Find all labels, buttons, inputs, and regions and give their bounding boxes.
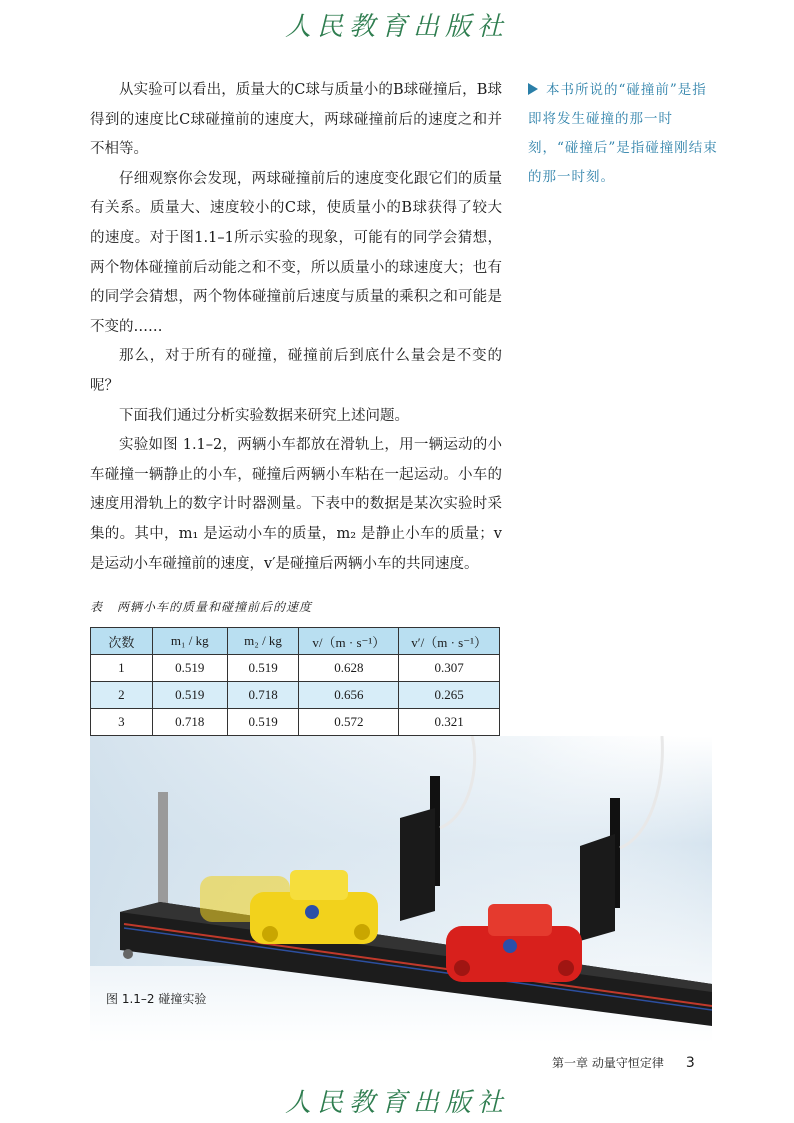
table-cell: 3: [91, 709, 153, 736]
paragraph-2: 仔细观察你会发现，两球碰撞前后的速度变化跟它们的质量有关系。质量大、速度较小的C球，使质量小的B球获得了较大的速度。对于图1.1–1所示实验的现象，可能有的同学会猜想，两个物体碰撞前后动能之和不变，所以质量小的球速度大；也有的同学会猜想，两个物体碰撞前后速度与质量的乘积之和可能是不变的……: [90, 170, 502, 335]
table-cell: 0.656: [299, 682, 399, 709]
margin-note: [528, 76, 718, 192]
table-cell: 0.519: [227, 709, 299, 736]
table-caption: [90, 598, 312, 615]
chapter-title: 第一章 动量守恒定律: [552, 1056, 664, 1070]
data-table: [90, 627, 500, 736]
table-row: [91, 655, 500, 682]
table-caption-text: 两辆小车的质量和碰撞前后的速度: [117, 600, 313, 614]
publisher-logo-bottom: 人民教育出版社: [284, 1088, 509, 1118]
header-m2: m₂ / kg: [227, 628, 299, 655]
table-cell: 0.307: [399, 655, 500, 682]
margin-note-text: 本书所说的“碰撞前”是指即将发生碰撞的那一时刻，“碰撞后”是指碰撞刚结束的那一时刻。: [528, 82, 718, 185]
table-row: [91, 682, 500, 709]
figure-caption: 图 1.1–2 碰撞实验: [106, 992, 207, 1006]
table-cell: 1: [91, 655, 153, 682]
triangle-marker-icon: [528, 83, 538, 95]
table-cell: 2: [91, 682, 153, 709]
table-cell: 0.628: [299, 655, 399, 682]
table-cell: 0.718: [227, 682, 299, 709]
photogate-left: [400, 808, 435, 921]
page-footer: [552, 1054, 695, 1071]
table-cell: 0.519: [152, 682, 227, 709]
table-caption-label: 表: [90, 600, 104, 614]
table-header-row: [91, 628, 500, 655]
photogate-right: [580, 834, 615, 941]
page-number: 3: [685, 1055, 695, 1071]
track-wheel: [123, 949, 133, 959]
header-v: v/（m · s⁻¹）: [299, 628, 399, 655]
main-text: [90, 76, 502, 579]
table-cell: 0.519: [152, 655, 227, 682]
paragraph-5: 实验如图 1.1–2，两辆小车都放在滑轨上，用一辆运动的小车碰撞一辆静止的小车，碰撞后两辆小车粘在一起运动。小车的速度用滑轨上的数字计时器测量。下表中的数据是某次实验时采集的。其中，m₁ 是运动小车的质量，m₂ 是静止小车的质量；v 是运动小车碰撞前的速度，v′是碰撞后两辆小车的共同速度。: [90, 437, 502, 572]
table-cell: 0.265: [399, 682, 500, 709]
table-row: [91, 709, 500, 736]
paragraph-4: 下面我们通过分析实验数据来研究上述问题。: [119, 407, 409, 424]
table-cell: 0.718: [152, 709, 227, 736]
header-v-prime: v′/（m · s⁻¹）: [399, 628, 500, 655]
paragraph-3: 那么，对于所有的碰撞，碰撞前后到底什么量会是不变的呢？: [90, 348, 502, 394]
publisher-logo-top: 人民教育出版社: [284, 12, 509, 42]
table-cell: 0.572: [299, 709, 399, 736]
table-cell: 0.519: [227, 655, 299, 682]
paragraph-1: 从实验可以看出，质量大的C球与质量小的B球碰撞后，B球得到的速度比C球碰撞前的速度大，两球碰撞前后的速度之和并不相等。: [90, 82, 502, 158]
header-m1: m₁ / kg: [152, 628, 227, 655]
end-post: [158, 792, 168, 910]
header-trial: 次数: [91, 628, 153, 655]
table-cell: 0.321: [399, 709, 500, 736]
